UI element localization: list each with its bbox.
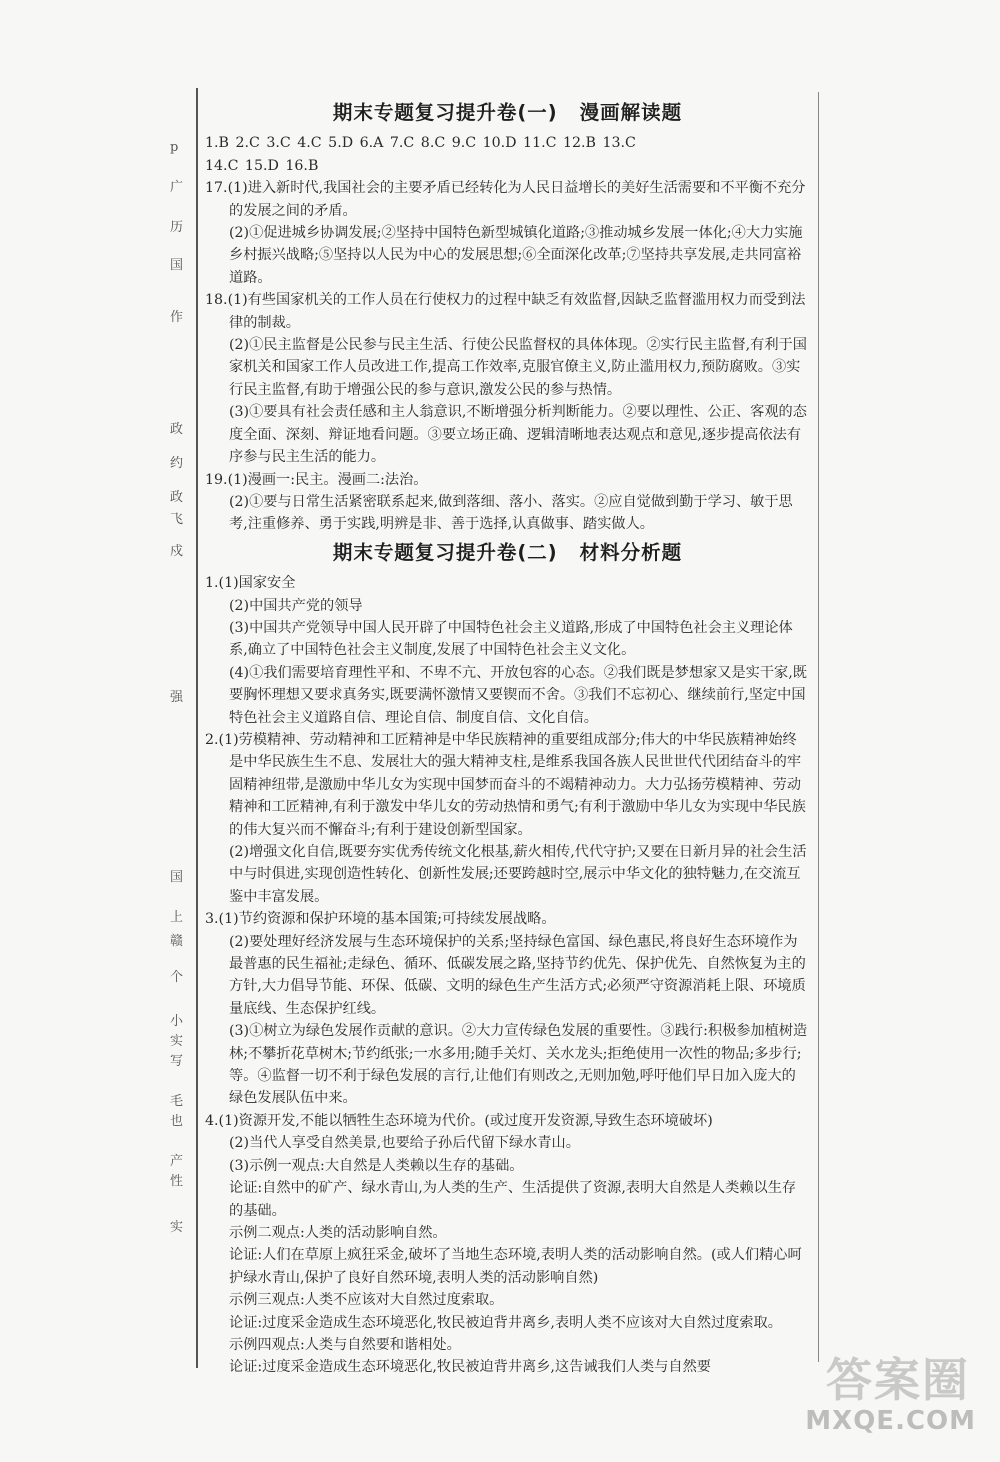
answer-18-part-1: 18.(1)有些国家机关的工作人员在行使权力的过程中缺乏有效监督,因缺乏监督滥用权力而受到法律的制裁。 (205, 292, 806, 331)
answer-2-part-1: 2.(1)劳模精神、劳动精神和工匠精神是中华民族精神的重要组成部分;伟大的中华民族精神始终是中华民族生生不息、发展壮大的强大精神支柱,是维系我国各族人民世世代代团结奋斗的牢固精神纽带,是激励中华儿女为实现中国梦而奋斗的不竭精神动力。大力弘扬劳模精神、劳动精神和工匠精神,有利于激发中华儿女的劳动热情和勇气;有利于激励中华儿女为实现中华民族的伟大复兴而不懈奋斗;有利于建设创新型国家。 (205, 731, 806, 838)
margin-char: 上 (170, 910, 184, 925)
answer-4-part-8: 论证:过度采金造成生态环境恶化,牧民被迫背井离乡,表明人类不应该对大自然过度索取。 (229, 1314, 782, 1331)
answer-1-part-3: (3)中国共产党领导中国人民开辟了中国特色社会主义道路,形成了中国特色社会主义理论体系,确立了中国特色社会主义制度,发展了中国特色社会主义文化。 (229, 619, 793, 659)
section-title-1-part-b: 漫画解读题 (579, 101, 683, 124)
margin-char: 实 (170, 1220, 184, 1235)
margin-char: 历 (170, 220, 184, 235)
answer-18-part-2: (2)①民主监督是公民参与民主生活、行使公民监督权的具体体现。②实行民主监督,有利于国家机关和国家工作人员改进工作,提高工作效率,克服官僚主义,防止滥用权力,预防腐败。③实行民主监督,有助于增强公民的参与意识,激发公民的参与热情。 (229, 337, 807, 398)
answer-1-part-2: (2)中国共产党的领导 (229, 597, 363, 614)
margin-char: 性 (170, 1174, 184, 1189)
answer-4-part-9: 示例四观点:人类与自然要和谐相处。 (229, 1336, 461, 1353)
margin-char: 国 (170, 258, 184, 273)
margin-char: 国 (170, 870, 184, 885)
watermark-logo-text: 答案圈 (826, 1353, 970, 1407)
margin-char: 小 (170, 1014, 184, 1029)
margin-char: 政 (170, 422, 184, 437)
section-title-2 (205, 542, 810, 564)
margin-char: 也 (170, 1114, 184, 1129)
margin-char: 政 (170, 490, 184, 505)
section-title-2-part-a: 期末专题复习提升卷(二) (332, 540, 558, 564)
watermark-domain-text: MXQE.COM (805, 1406, 976, 1436)
margin-char: 赣 (170, 934, 184, 949)
margin-char: 毛 (170, 1094, 184, 1109)
answer-4-part-4: 论证:自然中的矿产、绿水青山,为人类的生产、生活提供了资源,表明大自然是人类赖以生存的基础。 (229, 1180, 797, 1219)
section-title-1-part-a: 期末专题复习提升卷(一) (332, 101, 558, 124)
margin-char: 产 (170, 1154, 184, 1169)
right-margin-rule (818, 92, 819, 1362)
answer-4-part-3: (3)示例一观点:大自然是人类赖以生存的基础。 (229, 1157, 524, 1174)
margin-char: p (170, 140, 179, 155)
margin-char: 广 (170, 180, 184, 195)
section-title-2-part-b: 材料分析题 (579, 540, 683, 564)
section-title-1 (205, 102, 810, 124)
answer-3-part-3: (3)①树立为绿色发展作贡献的意识。②大力宣传绿色发展的重要性。③践行:积极参加植树造林;不攀折花草树木;节约纸张;一水多用;随手关灯、关水龙头;拒绝使用一次性的物品;多步行;等。④监督一切不利于绿色发展的言行,让他们有则改之,无则加勉,呼吁他们早日加入庞大的绿色发展队伍中来。 (229, 1023, 808, 1107)
binding-margin-fragments (170, 130, 192, 1350)
answer-4-part-10: 论证:过度采金造成生态环境恶化,牧民被迫背井离乡,这告诫我们人类与自然要 (229, 1359, 711, 1376)
answer-2-part-2: (2)增强文化自信,既要夯实优秀传统文化根基,薪火相传,代代守护;又要在日新月异的社会生活中与时俱进,实现创造性转化、创新性发展;还要跨越时空,展示中华文化的独特魅力,在交流互鉴中丰富发展。 (229, 844, 807, 905)
answer-3-part-1: 3.(1)节约资源和保护环境的基本国策;可持续发展战略。 (205, 911, 556, 928)
answer-1-part-1: 1.(1)国家安全 (205, 575, 296, 592)
margin-char: 个 (170, 970, 184, 985)
answer-4-part-1: 4.(1)资源开发,不能以牺牲生态环境为代价。(或过度开发资源,导致生态环境破坏) (205, 1112, 713, 1129)
answer-17-part-2: (2)①促进城乡协调发展;②坚持中国特色新型城镇化道路;③推动城乡发展一体化;④大力实施乡村振兴战略;⑤坚持以人民为中心的发展思想;⑥全面深化改革;⑦坚持共享发展,走共同富裕道路。 (229, 225, 803, 286)
answer-4-part-5: 示例二观点:人类的活动影响自然。 (229, 1224, 447, 1241)
answer-18-part-3: (3)①要具有社会责任感和主人翁意识,不断增强分析判断能力。②要以理性、公正、客观的态度全面、深刻、辩证地看问题。③要立场正确、逻辑清晰地表达观点和意见,逐步提高依法有序参与民主生活的能力。 (229, 404, 807, 466)
mc-answers-line-1: 1.B 2.C 3.C 4.C 5.D 6.A 7.C 8.C 9.C 10.D 11.C 12.B 13.C (205, 135, 636, 152)
margin-char: 写 (170, 1054, 184, 1069)
answer-4-part-2: (2)当代人享受自然美景,也要给子孙后代留下绿水青山。 (229, 1135, 580, 1152)
mc-answers-line-2: 14.C 15.D 16.B (205, 157, 319, 174)
answer-3-part-2: (2)要处理好经济发展与生态环境保护的关系;坚持绿色富国、绿色惠民,将良好生态环境作为最普惠的民生福祉;走绿色、循环、低碳发展之路,坚持节约优先、保护优先、自然恢复为主的方针,大力倡导节能、环保、低碳、文明的绿色生产生活方式;必须严守资源消耗上限、环境质量底线、生态保护红线。 (229, 933, 806, 1017)
margin-char: 实 (170, 1034, 184, 1049)
answer-4-part-6: 论证:人们在草原上疯狂采金,破坏了当地生态环境,表明人类的活动影响自然。(或人们精心呵护绿水青山,保护了良好自然环境,表明人类的活动影响自然) (229, 1247, 802, 1286)
answer-1-part-4: (4)①我们需要培育理性平和、不卑不亢、开放包容的心态。②我们既是梦想家又是实干家,既要胸怀理想又要求真务实,既要满怀激情又要锲而不舍。③我们不忘初心、继续前行,坚定中国特色社会主义道路自信、理论自信、制度自信、文化自信。 (229, 664, 807, 726)
answer-19-part-2: (2)①要与日常生活紧密联系起来,做到落细、落小、落实。②应自觉做到勤于学习、敏于思考,注重修养、勇于实践,明辨是非、善于选择,认真做事、踏实做人。 (229, 493, 793, 533)
margin-char: 强 (170, 690, 184, 705)
answer-content (205, 96, 810, 1379)
margin-char: 作 (170, 310, 184, 325)
left-margin-rule (196, 88, 198, 1368)
margin-char: 戍 (170, 544, 184, 559)
margin-char: 飞 (170, 512, 184, 527)
answer-19-part-1: 19.(1)漫画一:民主。漫画二:法治。 (205, 471, 428, 488)
answer-17-part-1: 17.(1)进入新时代,我国社会的主要矛盾已经转化为人民日益增长的美好生活需要和不平衡不充分的发展之间的矛盾。 (205, 180, 806, 219)
answer-4-part-7: 示例三观点:人类不应该对大自然过度索取。 (229, 1292, 504, 1309)
margin-char: 约 (170, 456, 184, 471)
site-watermark (750, 1344, 990, 1454)
